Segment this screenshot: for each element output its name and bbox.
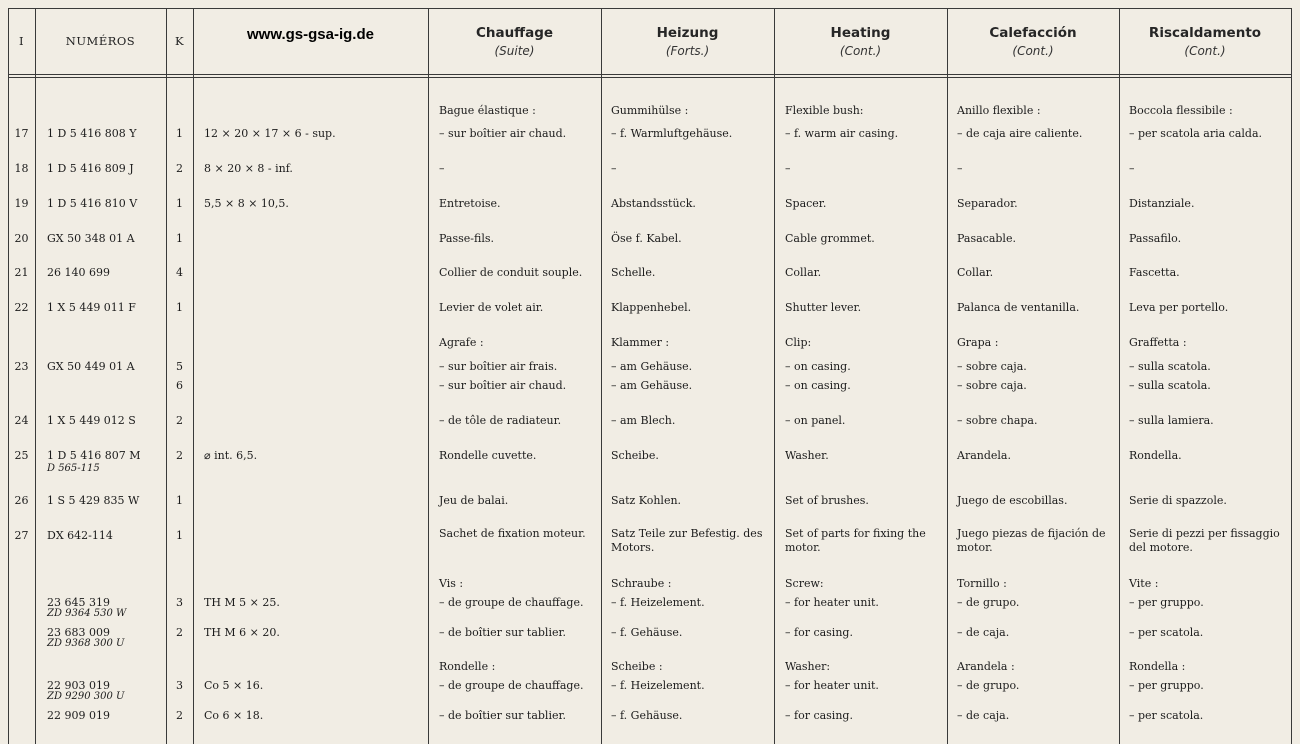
desc-es: Collar.	[957, 266, 994, 279]
part-number: 26 140 699	[47, 266, 110, 279]
desc-es: Juego piezas de fijación de motor.	[957, 527, 1106, 554]
desc-en: Set of brushes.	[785, 494, 869, 507]
desc-it: – sulla scatola.	[1129, 379, 1211, 392]
group-label-en: Washer:	[785, 660, 831, 673]
part-number: DX 642-114	[47, 529, 113, 542]
group-label-de: Schraube :	[611, 577, 672, 590]
group-label-it: Vite :	[1129, 577, 1159, 590]
desc-de: – f. Heizelement.	[611, 679, 705, 692]
column-rule	[774, 8, 775, 744]
row-index: 21	[14, 266, 29, 279]
desc-de: – am Blech.	[611, 414, 676, 427]
group-label-en: Flexible bush:	[785, 104, 864, 117]
row-index: 25	[14, 449, 29, 462]
desc-de: – f. Heizelement.	[611, 596, 705, 609]
header-subtitle: (Cont.)	[1012, 43, 1054, 58]
row-index: 22	[14, 301, 29, 314]
group-label-es: Grapa :	[957, 336, 999, 349]
header-subtitle: (Cont.)	[1184, 43, 1226, 58]
desc-en: Shutter lever.	[785, 301, 862, 314]
desc-it: Fascetta.	[1129, 266, 1180, 279]
row-index: 20	[14, 232, 29, 245]
part-number: 1 D 5 416 809 J	[47, 162, 134, 175]
group-label-de: Scheibe :	[611, 660, 663, 673]
dimensions: ⌀ int. 6,5.	[204, 449, 258, 462]
desc-it: Serie di pezzi per fissaggio del motore.	[1129, 527, 1280, 554]
desc-es: – de caja.	[957, 626, 1010, 639]
part-number: 23 683 009	[47, 626, 110, 639]
group-label-de: Klammer :	[611, 336, 670, 349]
desc-de: – f. Gehäuse.	[611, 626, 683, 639]
part-number: 1 D 5 416 808 Y	[47, 127, 137, 140]
header-lang-en	[774, 8, 947, 74]
part-number: 23 645 319	[47, 596, 110, 609]
header-index	[8, 8, 35, 74]
header-watermark	[193, 26, 428, 66]
header-title: Riscaldamento	[1148, 24, 1262, 41]
desc-de: Öse f. Kabel.	[611, 232, 682, 245]
group-label-en: Screw:	[785, 577, 824, 590]
quantity: 2	[176, 626, 183, 639]
header-index-label: I	[18, 34, 25, 48]
part-number-alt: ZD 9364 530 W	[47, 608, 127, 619]
desc-en: Cable grommet.	[785, 232, 875, 245]
desc-fr: – de boîtier sur tablier.	[439, 626, 567, 639]
column-rule	[8, 8, 9, 744]
part-number-alt: D 565-115	[47, 463, 100, 474]
desc-fr: – sur boîtier air chaud.	[439, 127, 567, 140]
group-label-it: Boccola flessibile :	[1129, 104, 1233, 117]
column-rule	[947, 8, 948, 744]
desc-de: Abstandsstück.	[611, 197, 696, 210]
quantity: 1	[176, 127, 183, 140]
header-title: Calefacción	[989, 24, 1077, 41]
desc-fr: Sachet de fixation moteur.	[439, 527, 586, 540]
row-index: 23	[14, 360, 29, 373]
desc-de: – am Gehäuse.	[611, 379, 693, 392]
desc-en: Set of parts for fixing the motor.	[785, 527, 926, 554]
part-number: 22 909 019	[47, 709, 110, 722]
group-label-it: Graffetta :	[1129, 336, 1187, 349]
desc-es: Juego de escobillas.	[957, 494, 1068, 507]
quantity: 6	[176, 379, 183, 392]
desc-en: – on casing.	[785, 360, 851, 373]
group-label-es: Arandela :	[957, 660, 1015, 673]
quantity: 2	[176, 162, 183, 175]
desc-fr: – de tôle de radiateur.	[439, 414, 562, 427]
part-number: 1 D 5 416 810 V	[47, 197, 138, 210]
quantity: 2	[176, 414, 183, 427]
desc-fr: Jeu de balai.	[439, 494, 509, 507]
row-index: 26	[14, 494, 29, 507]
quantity: 2	[176, 449, 183, 462]
quantity: 5	[176, 360, 183, 373]
header-lang-es	[947, 8, 1119, 74]
quantity: 1	[176, 494, 183, 507]
header-subtitle: (Suite)	[494, 43, 535, 58]
header-divider-2	[8, 77, 1292, 78]
desc-it: Serie di spazzole.	[1129, 494, 1227, 507]
column-rule	[1119, 8, 1120, 744]
desc-it: – per scatola.	[1129, 709, 1204, 722]
desc-es: – sobre caja.	[957, 360, 1027, 373]
quantity: 1	[176, 301, 183, 314]
row-index: 17	[14, 127, 29, 140]
part-number: 1 D 5 416 807 M	[47, 449, 141, 462]
desc-de: Klappenhebel.	[611, 301, 692, 314]
group-label-fr: Vis :	[439, 577, 464, 590]
desc-es: Palanca de ventanilla.	[957, 301, 1080, 314]
header-title: Chauffage	[475, 24, 554, 41]
desc-es: Separador.	[957, 197, 1018, 210]
header-subtitle: (Cont.)	[839, 43, 882, 58]
column-rule	[428, 8, 429, 744]
part-number: 1 X 5 449 011 F	[47, 301, 136, 314]
header-subtitle: (Forts.)	[665, 43, 710, 58]
desc-en: – for casing.	[785, 709, 853, 722]
header-lang-de	[601, 8, 774, 74]
dimensions: 12 × 20 × 17 × 6 - sup.	[204, 127, 336, 140]
desc-fr: Entretoise.	[439, 197, 501, 210]
group-label-fr: Agrafe :	[439, 336, 484, 349]
desc-en: – for heater unit.	[785, 596, 879, 609]
desc-en: – for heater unit.	[785, 679, 879, 692]
desc-de: –	[611, 162, 617, 175]
part-number-alt: ZD 9290 300 U	[47, 691, 125, 702]
desc-de: – f. Gehäuse.	[611, 709, 683, 722]
dimensions: 5,5 × 8 × 10,5.	[204, 197, 289, 210]
desc-it: – sulla scatola.	[1129, 360, 1211, 373]
desc-fr: Passe-fils.	[439, 232, 494, 245]
desc-it: Rondella.	[1129, 449, 1182, 462]
desc-en: Washer.	[785, 449, 829, 462]
header-lang-it	[1119, 8, 1291, 74]
desc-es: – de caja aire caliente.	[957, 127, 1083, 140]
desc-it: – per scatola.	[1129, 626, 1204, 639]
group-label-fr: Rondelle :	[439, 660, 496, 673]
row-index: 27	[14, 529, 29, 542]
desc-de: Scheibe.	[611, 449, 659, 462]
desc-en: – on casing.	[785, 379, 851, 392]
header-numeros-label: NUMÉROS	[65, 34, 136, 48]
header-lang-fr	[428, 8, 601, 74]
column-rule	[193, 8, 194, 744]
group-label-it: Rondella :	[1129, 660, 1186, 673]
header-title: Heizung	[656, 24, 719, 41]
desc-fr: Levier de volet air.	[439, 301, 544, 314]
desc-fr: Collier de conduit souple.	[439, 266, 583, 279]
group-label-fr: Bague élastique :	[439, 104, 536, 117]
quantity: 3	[176, 679, 183, 692]
column-rule	[601, 8, 602, 744]
desc-de: – f. Warmluftgehäuse.	[611, 127, 733, 140]
desc-fr: – de boîtier sur tablier.	[439, 709, 567, 722]
desc-en: – f. warm air casing.	[785, 127, 899, 140]
desc-fr: – sur boîtier air frais.	[439, 360, 558, 373]
quantity: 3	[176, 596, 183, 609]
quantity: 1	[176, 529, 183, 542]
desc-de: Satz Teile zur Befestig. des Motors.	[611, 527, 763, 554]
row-index: 18	[14, 162, 29, 175]
desc-de: Schelle.	[611, 266, 656, 279]
desc-en: – for casing.	[785, 626, 853, 639]
quantity: 1	[176, 197, 183, 210]
quantity: 1	[176, 232, 183, 245]
part-number-alt: ZD 9368 300 U	[47, 638, 125, 649]
desc-it: –	[1129, 162, 1135, 175]
dimensions: TH M 6 × 20.	[204, 626, 280, 639]
desc-en: Spacer.	[785, 197, 827, 210]
desc-en: –	[785, 162, 791, 175]
header-k-label: K	[174, 34, 185, 48]
desc-es: – de grupo.	[957, 596, 1020, 609]
desc-fr: Rondelle cuvette.	[439, 449, 537, 462]
desc-it: – per scatola aria calda.	[1129, 127, 1263, 140]
desc-it: Passafilo.	[1129, 232, 1182, 245]
desc-es: – sobre chapa.	[957, 414, 1038, 427]
header-divider	[8, 74, 1292, 75]
watermark-url: www.gs-gsa-ig.de	[247, 26, 374, 43]
part-number: GX 50 348 01 A	[47, 232, 135, 245]
group-label-de: Gummihülse :	[611, 104, 689, 117]
desc-es: – sobre caja.	[957, 379, 1027, 392]
desc-it: – per gruppo.	[1129, 596, 1204, 609]
desc-it: Leva per portello.	[1129, 301, 1229, 314]
desc-en: Collar.	[785, 266, 822, 279]
desc-fr: – de groupe de chauffage.	[439, 679, 584, 692]
dimensions: Co 5 × 16.	[204, 679, 264, 692]
desc-es: –	[957, 162, 963, 175]
desc-es: – de caja.	[957, 709, 1010, 722]
column-rule	[35, 8, 36, 744]
desc-fr: – sur boîtier air chaud.	[439, 379, 567, 392]
desc-es: – de grupo.	[957, 679, 1020, 692]
group-label-en: Clip:	[785, 336, 812, 349]
part-number: 1 S 5 429 835 W	[47, 494, 140, 507]
desc-it: – per gruppo.	[1129, 679, 1204, 692]
desc-es: Pasacable.	[957, 232, 1016, 245]
dimensions: Co 6 × 18.	[204, 709, 264, 722]
row-index: 19	[14, 197, 29, 210]
desc-de: – am Gehäuse.	[611, 360, 693, 373]
row-index: 24	[14, 414, 29, 427]
header-title: Heating	[830, 24, 891, 41]
desc-it: Distanziale.	[1129, 197, 1195, 210]
dimensions: TH M 5 × 25.	[204, 596, 280, 609]
quantity: 2	[176, 709, 183, 722]
desc-es: Arandela.	[957, 449, 1011, 462]
desc-fr: – de groupe de chauffage.	[439, 596, 584, 609]
column-rule	[1291, 8, 1292, 744]
quantity: 4	[176, 266, 183, 279]
desc-en: – on panel.	[785, 414, 846, 427]
dimensions: 8 × 20 × 8 - inf.	[204, 162, 293, 175]
part-number: GX 50 449 01 A	[47, 360, 135, 373]
part-number: 1 X 5 449 012 S	[47, 414, 136, 427]
header-k	[166, 8, 193, 74]
header-numeros	[35, 8, 166, 74]
desc-de: Satz Kohlen.	[611, 494, 682, 507]
desc-fr: –	[439, 162, 445, 175]
part-number: 22 903 019	[47, 679, 110, 692]
group-label-es: Tornillo :	[957, 577, 1007, 590]
desc-it: – sulla lamiera.	[1129, 414, 1214, 427]
group-label-es: Anillo flexible :	[957, 104, 1041, 117]
